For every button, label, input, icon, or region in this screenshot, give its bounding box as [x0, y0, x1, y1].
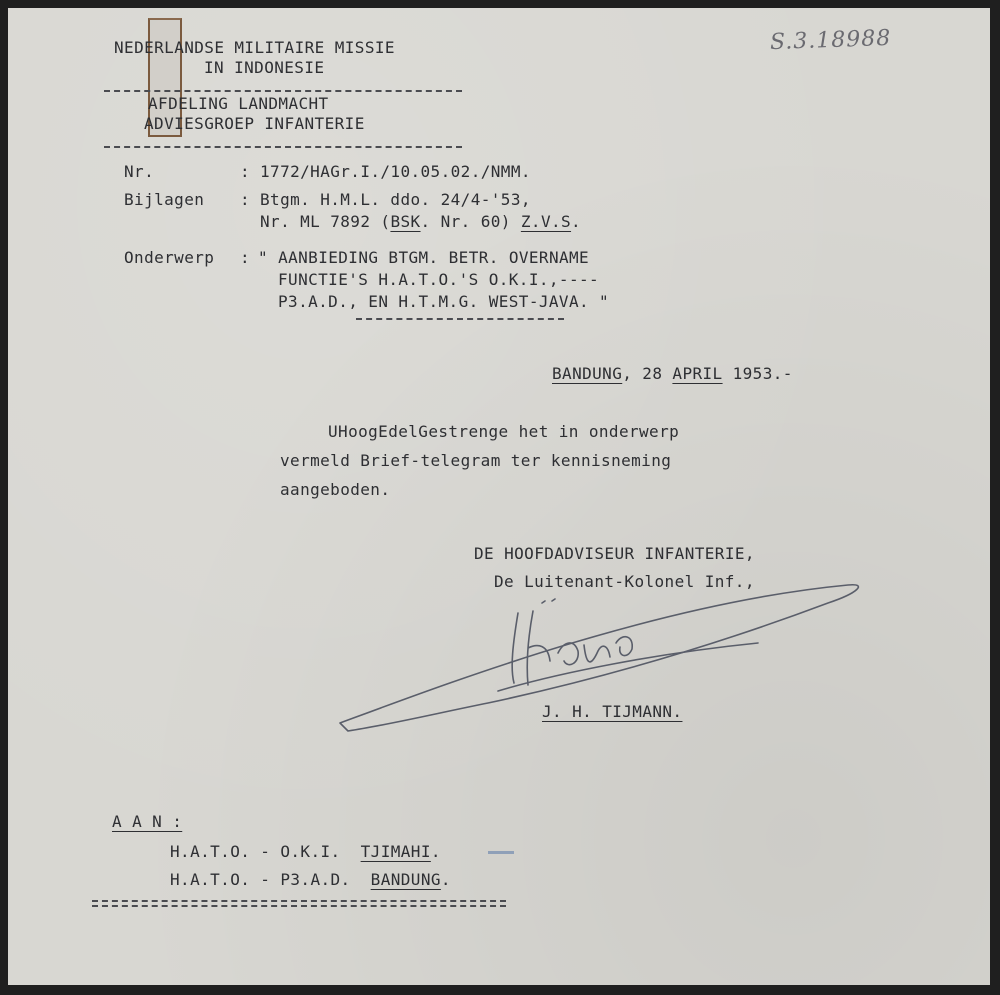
signatory-name: J. H. TIJMANN.	[542, 702, 683, 721]
recipient2-place: BANDUNG	[370, 870, 441, 889]
bijlagen-line2: Nr. ML 7892 (BSK. Nr. 60) Z.V.S.	[260, 212, 582, 231]
dateline: BANDUNG, 28 APRIL 1953.-	[552, 364, 793, 383]
recipient1-place: TJIMAHI	[360, 842, 431, 861]
bijlagen-line1: Btgm. H.M.L. ddo. 24/4-'53,	[260, 190, 531, 209]
onderwerp-line2: FUNCTIE'S H.A.T.O.'S O.K.I.,----	[278, 270, 600, 289]
nr-value: 1772/HAGr.I./10.05.02./NMM.	[260, 162, 531, 181]
bsk-underlined: BSK	[390, 212, 421, 231]
date-city: BANDUNG	[552, 364, 623, 383]
org-name-line1: NEDERLANDSE MILITAIRE MISSIE	[114, 38, 395, 57]
body-line2: vermeld Brief-telegram ter kennisneming	[280, 451, 672, 470]
bijlagen-colon: :	[240, 190, 251, 209]
onderwerp-colon: :	[240, 248, 251, 267]
nr-label: Nr.	[124, 162, 155, 181]
zvs-underlined: Z.V.S	[520, 212, 572, 231]
signatory-title: DE HOOFDADVISEUR INFANTERIE,	[474, 544, 755, 563]
nr-colon: :	[240, 162, 251, 181]
dept-name-line1: AFDELING LANDMACHT	[148, 94, 329, 113]
date-month: APRIL	[672, 364, 723, 383]
closing-double-rule	[92, 900, 506, 907]
letterhead-divider-1	[104, 90, 462, 92]
ink-mark	[488, 851, 514, 854]
body-line1: UHoogEdelGestrenge het in onderwerp	[328, 422, 680, 441]
letterhead-divider-2	[104, 146, 462, 148]
signatory-rank: De Luitenant-Kolonel Inf.,	[494, 572, 755, 591]
dept-name-line2: ADVIESGROEP INFANTERIE	[144, 114, 365, 133]
onderwerp-label: Onderwerp	[124, 248, 215, 267]
archive-number: S.3.18988	[769, 25, 892, 56]
body-line3: aangeboden.	[280, 480, 391, 499]
recipient-line2: H.A.T.O. - P3.A.D. BANDUNG.	[170, 870, 451, 889]
onderwerp-line1: " AANBIEDING BTGM. BETR. OVERNAME	[258, 248, 590, 267]
bijlagen-label: Bijlagen	[124, 190, 205, 209]
recipient-line1: H.A.T.O. - O.K.I. TJIMAHI.	[170, 842, 441, 861]
onderwerp-line3: P3.A.D., EN H.T.M.G. WEST-JAVA. "	[278, 292, 610, 311]
org-name-line2: IN INDONESIE	[204, 58, 325, 77]
recipients-label: A A N :	[112, 812, 183, 831]
document-page	[8, 8, 990, 985]
subject-divider	[356, 318, 564, 320]
